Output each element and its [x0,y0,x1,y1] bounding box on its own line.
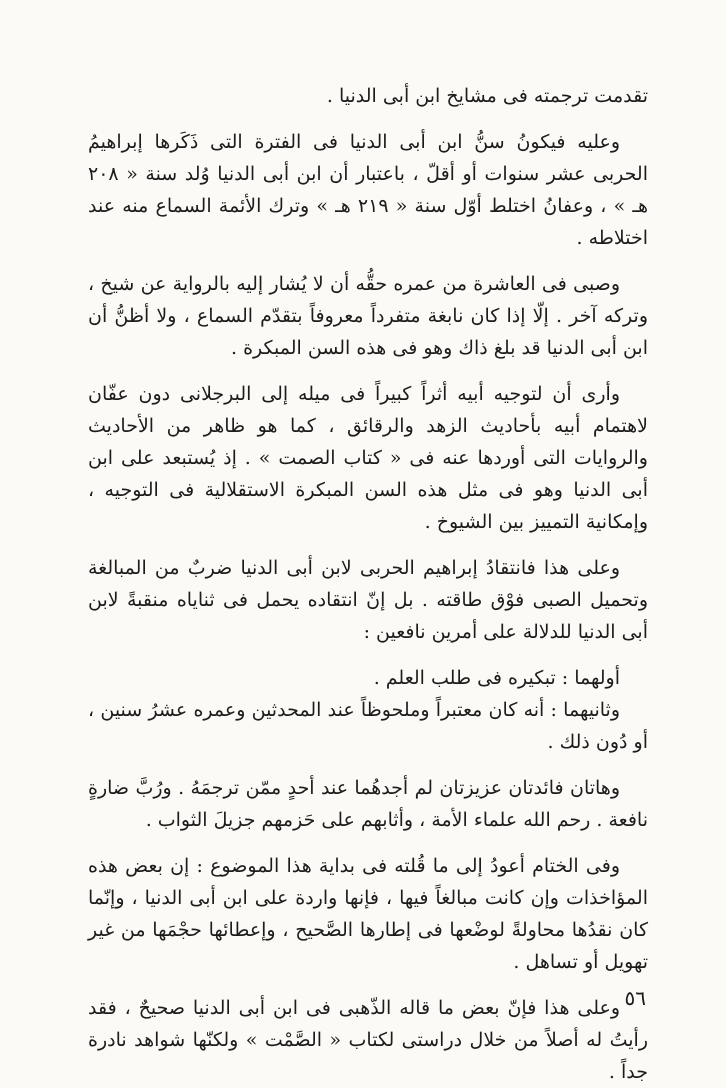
paragraph: أولهما : تبكيره فى طلب العلم . [373,667,620,689]
paragraph: تقدمت ترجمته فى مشايخ ابن أبى الدنيا . [326,85,648,107]
page-number: ٥٦ [624,986,646,1010]
page-body [88,80,648,1088]
paragraph: وهاتان فائدتان عزيزتان لم أجدهُما عند أحدٍ ممّن ترجمَهُ . ورُبَّ ضارةٍ نافعة . رحم الله علماء الأمة ، وأثابهم على حَزمهم جزيلَ الثواب . [88,777,648,831]
paragraph: وثانيهما : أنه كان معتبراً وملحوظاً عند المحدثين وعمره عشرُ سنين ، أو دُون ذلك . [88,699,648,753]
paragraph: وصبى فى العاشرة من عمره حقُّه أن لا يُشار إليه بالرواية عن شيخ ، وتركه آخر . إلّا إذا كان نابغة متفرداً معروفاً بتقدّم السماع ، ولا أظنُّ أن ابن أبى الدنيا قد بلغ ذاك وهو فى هذه السن المبكرة . [88,273,648,359]
paragraph: وأرى أن لتوجيه أبيه أثراً كبيراً فى ميله إلى البرجلانى دون عفّان لاهتمام أبيه بأحاديث الزهد والرقائق ، كما هو ظاهر من الأحاديث والروايات التى أوردها عنه فى « كتاب الصمت » . إذ يُستبعد على ابن أبى الدنيا وهو فى مثل هذه السن المبكرة الاستقلالية فى التوجيه ، وإمكانية التمييز بين الشيوخ . [88,383,648,533]
paragraph: وعليه فيكونُ سنُّ ابن أبى الدنيا فى الفترة التى ذَكَرها إبراهيمُ الحربى عشر سنوات أو أقلّ ، باعتبار أن ابن أبى الدنيا وُلد سنة « ٢٠٨ هـ » ، وعفانُ اختلط أوّل سنة « ٢١٩ هـ » وترك الأئمة السماع منه عند اختلاطه . [88,131,648,249]
paragraph: وعلى هذا فانتقادُ إبراهيم الحربى لابن أبى الدنيا ضربٌ من المبالغة وتحميل الصبى فوْق طاقته . بل إنّ انتقاده يحمل فى ثناياه منقبةً لابن أبى الدنيا للدلالة على أمرين نافعين : [88,557,648,643]
paragraph: وفى الختام أعودُ إلى ما قُلته فى بداية هذا الموضوع : إن بعض هذه المؤاخذات وإن كانت مبالغاً فيها ، فإنها واردة على ابن أبى الدنيا ، وإنّما كان نقدُها محاولةً لوضْعها فى إطارها الصَّحيح ، وإعطائها حجْمَها من غير تهويل أو تساهل . [88,855,648,973]
paragraph: وعلى هذا فإنّ بعض ما قاله الذّهبى فى ابن أبى الدنيا صحيحٌ ، فقد رأيتُ له أصلاً من خلال دراستى لكتاب « الصَّمْت » ولكنّها شواهد نادرة جداً . [88,997,648,1083]
